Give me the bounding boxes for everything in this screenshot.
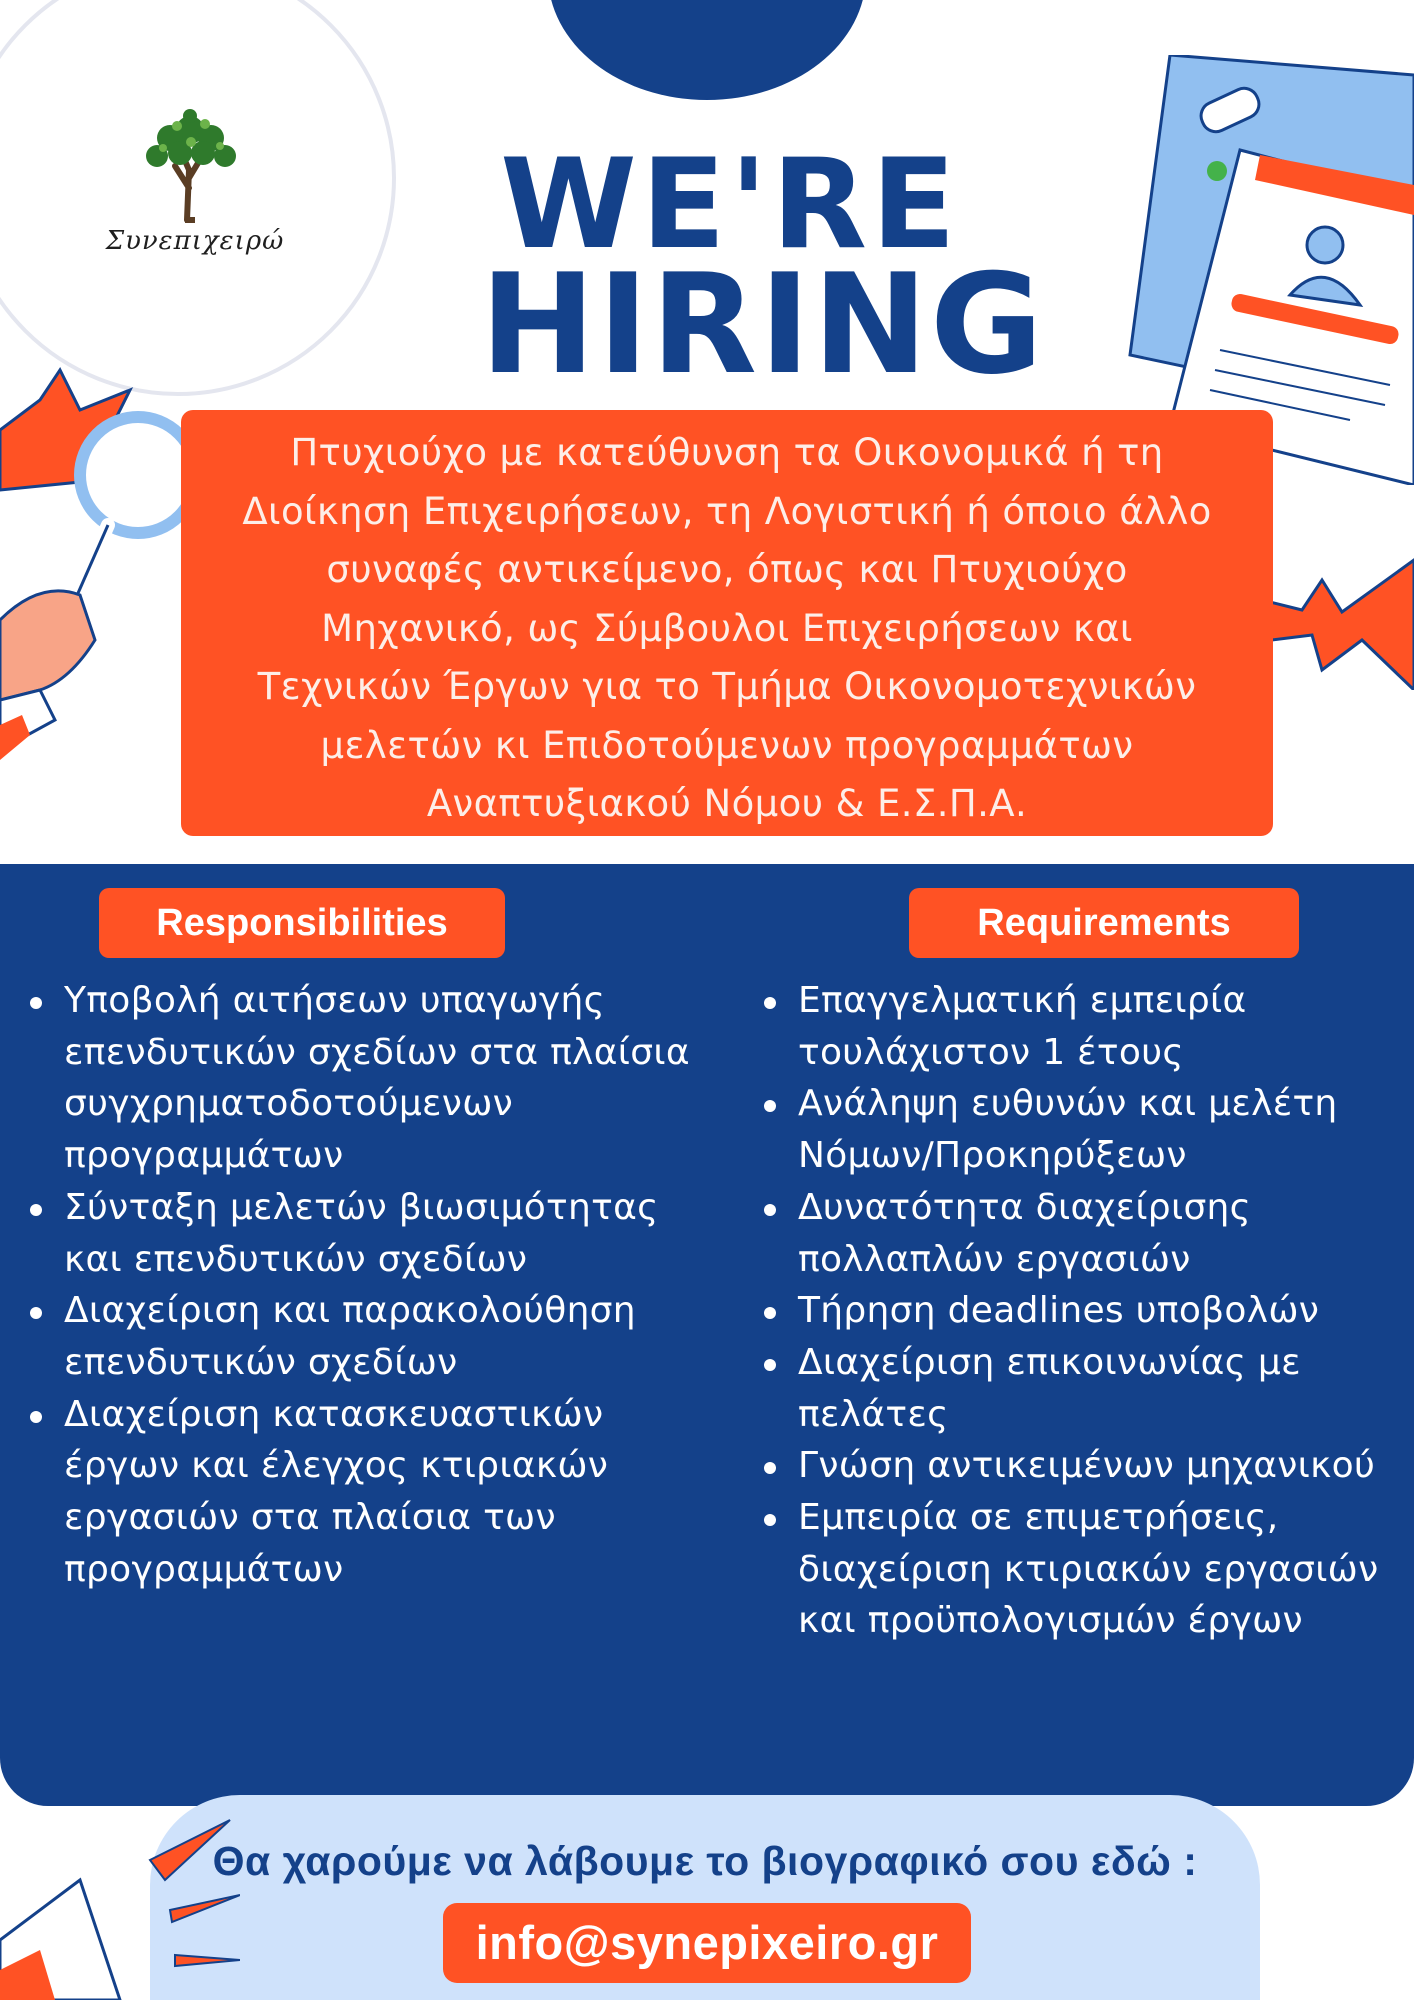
list-item: Εμπειρία σε επιμετρήσεις, διαχείριση κτιριακών εργασιών και προϋπολογισμών έργων bbox=[764, 1492, 1414, 1647]
description-line: Μηχανικό, ως Σύμβουλοι Επιχειρήσεων και bbox=[321, 606, 1133, 650]
list-item: Γνώση αντικειμένων μηχανικού bbox=[764, 1440, 1414, 1492]
top-decorative-circle bbox=[548, 0, 866, 100]
description-line: συναφές αντικείμενο, όπως και Πτυχιούχο bbox=[326, 548, 1128, 591]
list-item: Δυνατότητα διαχείρισης πολλαπλών εργασιών bbox=[764, 1182, 1414, 1285]
description-line: Αναπτυξιακού Νόμου & Ε.Σ.Π.Α. bbox=[426, 782, 1028, 825]
description-line: Διοίκηση Επιχειρήσεων, τη Λογιστική ή όποιο άλλο bbox=[242, 489, 1212, 533]
job-description bbox=[191, 424, 1263, 834]
list-item: Σύνταξη μελετών βιωσιμότητας και επενδυτικών σχεδίων bbox=[30, 1182, 720, 1285]
list-item: Επαγγελματική εμπειρία τουλάχιστον 1 έτους bbox=[764, 975, 1414, 1078]
list-item: Ανάληψη ευθυνών και μελέτη Νόμων/Προκηρύξεων bbox=[764, 1078, 1414, 1181]
description-line: μελετών κι Επιδοτούμενων προγραμμάτων bbox=[320, 723, 1134, 767]
burst-icon bbox=[1262, 540, 1414, 690]
responsibilities-heading: Responsibilities bbox=[99, 888, 505, 958]
requirements-list bbox=[764, 975, 1414, 1647]
requirements-heading: Requirements bbox=[909, 888, 1299, 958]
headline-line2: HIRING bbox=[480, 244, 1046, 405]
responsibilities-list bbox=[30, 975, 720, 1595]
list-item: Τήρηση deadlines υποβολών bbox=[764, 1285, 1414, 1337]
list-item: Διαχείριση επικοινωνίας με πελάτες bbox=[764, 1337, 1414, 1440]
contact-email-link[interactable]: info@synepixeiro.gr bbox=[443, 1903, 971, 1983]
logo-text: Συνεπιχειρώ bbox=[105, 226, 285, 256]
tree-icon bbox=[135, 108, 245, 223]
job-description-box bbox=[181, 410, 1273, 836]
headline-line1: WE'RE bbox=[500, 133, 960, 277]
description-line: Τεχνικών Έργων για το Τμήμα Οικονομοτεχνικών bbox=[257, 665, 1197, 708]
megaphone-icon bbox=[0, 1800, 240, 2000]
list-item: Διαχείριση κατασκευαστικών έργων και έλεγχος κτιριακών εργασιών στα πλαίσια των προγραμμάτων bbox=[30, 1389, 720, 1596]
cv-invitation-text: Θα χαρούμε να λάβουμε το βιογραφικό σου εδώ : bbox=[212, 1838, 1198, 1884]
description-line: Πτυχιούχο με κατεύθυνση τα Οικονομικά ή τη bbox=[290, 431, 1164, 474]
list-item: Υποβολή αιτήσεων υπαγωγής επενδυτικών σχεδίων στα πλαίσια συγχρηματοδοτούμενων προγραμμάτων bbox=[30, 975, 720, 1182]
headline bbox=[480, 133, 1046, 405]
list-item: Διαχείριση και παρακολούθηση επενδυτικών σχεδίων bbox=[30, 1285, 720, 1388]
